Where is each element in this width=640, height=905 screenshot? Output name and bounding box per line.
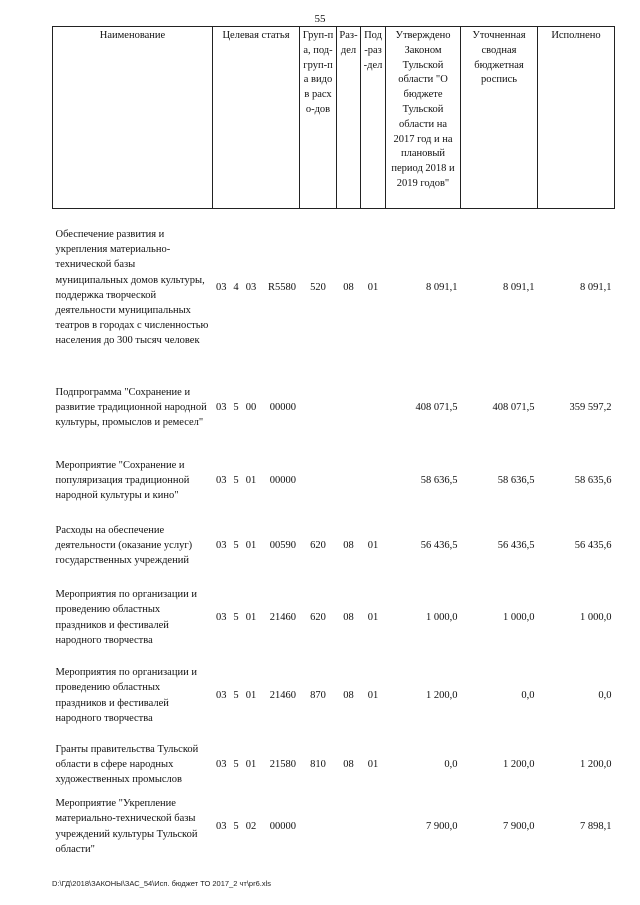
row-name: Гранты правительства Тульской области в сфере народных художественных промыслов: [55, 743, 199, 786]
row-target-code: 03 5 01 21460: [216, 690, 296, 701]
row-name: Мероприятия по организации и проведению областных праздников и фестивалей народного творчества: [55, 667, 197, 724]
table-row: [53, 513, 615, 579]
row-approved: 1 200,0: [426, 690, 458, 701]
row-executed: 8 091,1: [580, 282, 612, 294]
row-target-code: 03 5 00 00000: [216, 402, 296, 413]
row-subsection: 01: [367, 612, 379, 623]
row-name: Обеспечение развития и укрепления материально-технической базы муниципальных домов культуры, поддержка творческой деятельности муниципальных театров в городах с численностью населения до 300 тысяч человек: [55, 228, 209, 347]
row-section: 08: [343, 612, 354, 623]
row-subsection: 01: [367, 759, 379, 770]
header-section: Раз-дел: [337, 27, 361, 209]
table-row: [53, 795, 615, 859]
row-subsection: [361, 449, 386, 513]
row-name: Подпрограмма "Сохранение и развитие традиционной народной культуры, промыслов и ремесел": [55, 386, 207, 429]
row-revised: 58 636,5: [497, 475, 535, 486]
row-revised: 0,0: [521, 690, 535, 701]
row-revised: 7 900,0: [503, 821, 535, 832]
row-target-code: 03 5 01 21580: [216, 759, 296, 770]
header-approved: Утверждено Законом Тульской области "О бюджете Тульской области на 2017 год и на плановый период 2018 и 2019 годов": [386, 27, 461, 209]
row-section: [337, 795, 361, 859]
header-group: Груп-па, под-груп-па видов расхо-дов: [300, 27, 337, 209]
row-subsection: 01: [367, 540, 379, 551]
row-executed: 56 435,6: [574, 540, 612, 551]
row-approved: 8 091,1: [426, 282, 458, 294]
row-approved: 56 436,5: [420, 540, 458, 551]
table-row: [53, 735, 615, 795]
row-subsection: [361, 795, 386, 859]
row-approved: 0,0: [444, 759, 458, 770]
row-target-code: 03 5 01 00000: [216, 475, 296, 486]
row-revised: 8 091,1: [503, 282, 535, 294]
table-row: [53, 449, 615, 513]
row-executed: 7 898,1: [580, 821, 612, 832]
row-section: 08: [343, 540, 354, 551]
row-revised: 56 436,5: [497, 540, 535, 551]
row-subsection: 01: [367, 282, 379, 294]
row-name: Расходы на обеспечение деятельности (оказание услуг) государственных учреждений: [55, 524, 193, 567]
row-revised: 1 000,0: [503, 612, 535, 623]
row-target-code: 03 5 01 21460: [216, 612, 296, 623]
table-row: [53, 579, 615, 657]
budget-table: [52, 26, 615, 859]
row-revised: 408 071,5: [492, 402, 535, 413]
row-group: 870: [310, 690, 326, 701]
row-name: Мероприятие "Укрепление материально-технической базы учреждений культуры Тульской области": [55, 798, 198, 855]
row-name: Мероприятие "Сохранение и популяризация традиционной народной культуры и кино": [55, 459, 190, 502]
row-approved: 408 071,5: [415, 402, 458, 413]
row-section: 08: [343, 690, 354, 701]
page-number: 55: [314, 13, 326, 25]
row-target-code: 03 5 01 00590: [216, 540, 296, 551]
row-target-code: 03 5 02 00000: [216, 821, 296, 832]
header-executed: Исполнено: [538, 27, 615, 209]
row-section: 08: [343, 759, 354, 770]
row-approved: 7 900,0: [426, 821, 458, 832]
row-group: 620: [310, 540, 326, 551]
row-section: [337, 449, 361, 513]
table-row: [53, 657, 615, 735]
row-section: [337, 367, 361, 449]
file-path-footer: D:\ГД\2018\ЗАКОНЫ\ЗАС_54\Исп. бюджет ТО 2017_2 чт\pr6.xls: [52, 879, 271, 888]
row-approved: 58 636,5: [420, 475, 458, 486]
row-group: 520: [310, 282, 326, 294]
row-name: Мероприятия по организации и проведению областных праздников и фестивалей народного творчества: [55, 589, 197, 646]
row-executed: 0,0: [598, 690, 612, 701]
row-subsection: [361, 367, 386, 449]
header-name: Наименование: [53, 27, 213, 209]
header-revised: Уточненная сводная бюджетная роспись: [461, 27, 538, 209]
row-group: [300, 367, 337, 449]
row-executed: 58 635,6: [574, 475, 612, 486]
row-section: 08: [343, 282, 354, 294]
row-group: [300, 449, 337, 513]
row-group: 620: [310, 612, 326, 623]
row-executed: 1 000,0: [580, 612, 612, 623]
row-approved: 1 000,0: [426, 612, 458, 623]
row-executed: 359 597,2: [569, 402, 612, 413]
table-header-row: [53, 27, 615, 209]
table-row: [53, 209, 615, 367]
header-subsection: Под-раз-дел: [361, 27, 386, 209]
table-row: [53, 367, 615, 449]
row-target-code: 03 4 03 R5580: [216, 282, 296, 294]
row-revised: 1 200,0: [503, 759, 535, 770]
row-subsection: 01: [367, 690, 379, 701]
row-group: [300, 795, 337, 859]
row-executed: 1 200,0: [580, 759, 612, 770]
row-group: 810: [310, 759, 326, 770]
header-target: Целевая статья: [213, 27, 300, 209]
